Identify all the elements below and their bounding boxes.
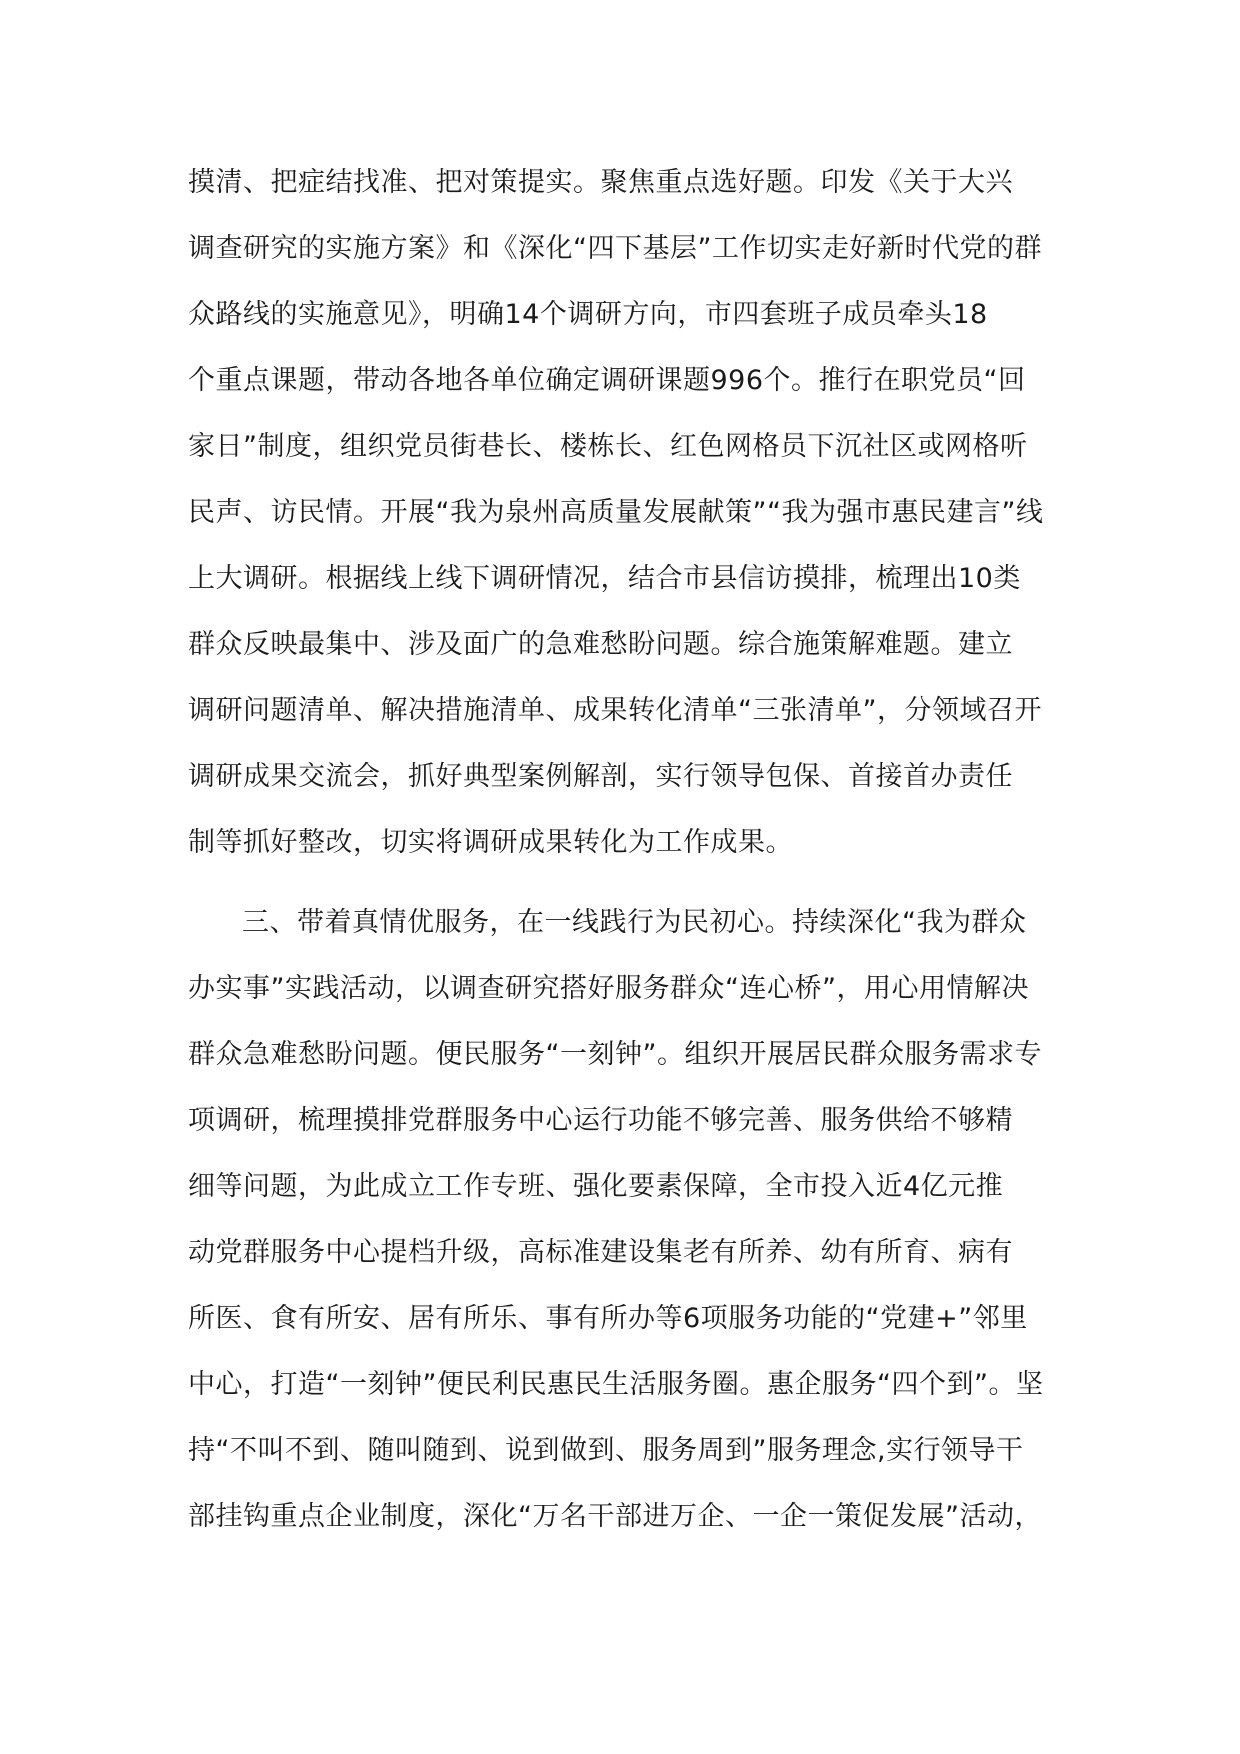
text-line: 中心，打造“一刻钟”便民利民惠民生活服务圈。惠企服务“四个到”。坚 xyxy=(188,1369,1044,1400)
paragraph-1 xyxy=(188,166,1068,892)
text-line: 上大调研。根据线上线下调研情况，结合市县信访摸排，梳理出10类 xyxy=(188,563,1021,594)
text-line: 项调研，梳理摸排党群服务中心运行功能不够完善、服务供给不够精 xyxy=(188,1105,1013,1136)
text-line: 三、带着真情优服务，在一线践行为民初心。持续深化“我为群众 xyxy=(242,907,1027,938)
text-line: 办实事”实践活动，以调查研究搭好服务群众“连心桥”，用心用情解决 xyxy=(188,973,1029,1004)
text-line: 众路线的实施意见》，明确14个调研方向，市四套班子成员牵头18 xyxy=(188,299,988,330)
text-line: 动党群服务中心提档升级，高标准建设集老有所养、幼有所育、病有 xyxy=(188,1237,1013,1268)
text-line: 个重点课题，带动各地各单位确定调研课题996个。推行在职党员“回 xyxy=(188,365,1026,396)
text-line: 家日”制度，组织党员街巷长、楼栋长、红色网格员下沉社区或网格听 xyxy=(188,431,1028,462)
text-line: 所医、食有所安、居有所乐、事有所办等6项服务功能的“党建+”邻里 xyxy=(188,1303,1028,1334)
text-line: 制等抓好整改，切实将调研成果转化为工作成果。 xyxy=(188,827,793,858)
text-line: 摸清、把症结找准、把对策提实。聚焦重点选好题。印发《关于大兴 xyxy=(188,167,1013,198)
text-line: 群众急难愁盼问题。便民服务“一刻钟”。组织开展居民群众服务需求专 xyxy=(188,1039,1042,1070)
text-line: 调查研究的实施方案》和《深化“四下基层”工作切实走好新时代党的群 xyxy=(188,233,1042,264)
text-line: 细等问题，为此成立工作专班、强化要素保障，全市投入近4亿元推 xyxy=(188,1171,1004,1202)
text-line: 调研成果交流会，抓好典型案例解剖，实行领导包保、首接首办责任 xyxy=(188,761,1013,792)
text-line: 调研问题清单、解决措施清单、成果转化清单“三张清单”，分领域召开 xyxy=(188,695,1042,726)
document-body xyxy=(188,166,1068,1566)
text-line: 部挂钩重点企业制度，深化“万名干部进万企、一企一策促发展”活动， xyxy=(188,1501,1042,1532)
text-line: 持“不叫不到、随叫随到、说到做到、服务周到”服务理念,实行领导干 xyxy=(188,1435,1024,1466)
paragraph-2 xyxy=(188,906,1068,1566)
paragraph-gap xyxy=(188,892,1068,906)
text-line: 民声、访民情。开展“我为泉州高质量发展献策”“我为强市惠民建言”线 xyxy=(188,497,1044,528)
text-line: 群众反映最集中、涉及面广的急难愁盼问题。综合施策解难题。建立 xyxy=(188,629,1013,660)
